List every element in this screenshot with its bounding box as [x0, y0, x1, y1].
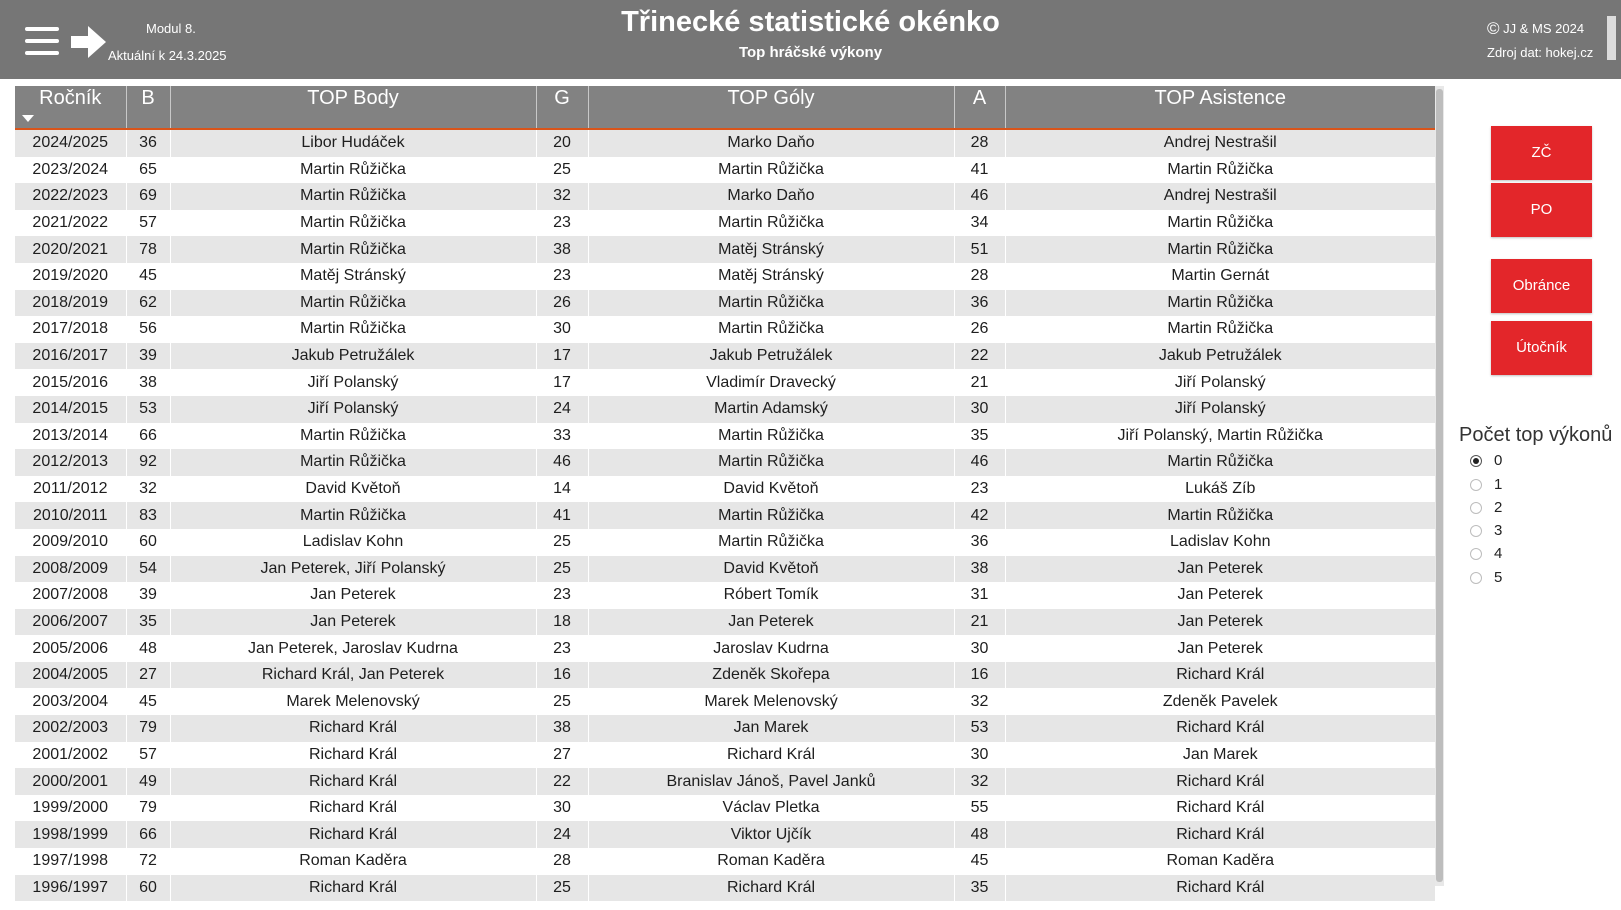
cell-top-goly: Jakub Petružálek — [588, 343, 954, 370]
cell-top-body: Martin Růžička — [170, 316, 536, 343]
cell-top-asistence: Richard Král — [1005, 768, 1435, 795]
cell-top-body: Martin Růžička — [170, 183, 536, 210]
cell-top-body: Richard Král — [170, 795, 536, 822]
cell-a: 34 — [954, 210, 1005, 237]
radio-label: 5 — [1494, 569, 1503, 586]
radio-button[interactable] — [1470, 548, 1482, 560]
cell-top-asistence: Jan Marek — [1005, 742, 1435, 769]
radio-button[interactable] — [1470, 525, 1482, 537]
cell-top-asistence: Jan Peterek — [1005, 635, 1435, 662]
column-header-top-body[interactable]: TOP Body — [170, 86, 536, 129]
cell-top-goly: Václav Pletka — [588, 795, 954, 822]
cell-b: 45 — [126, 263, 170, 290]
table-header-row — [15, 86, 1435, 129]
table-row[interactable] — [15, 290, 1435, 317]
cell-g: 32 — [536, 183, 588, 210]
cell-top-goly: Martin Adamský — [588, 396, 954, 423]
cell-b: 36 — [126, 129, 170, 157]
cell-rocnik: 2013/2014 — [15, 423, 126, 450]
table-row[interactable] — [15, 343, 1435, 370]
cell-g: 30 — [536, 316, 588, 343]
column-header-a[interactable]: A — [954, 86, 1005, 129]
cell-g: 38 — [536, 715, 588, 742]
table-row[interactable] — [15, 157, 1435, 184]
cell-b: 48 — [126, 635, 170, 662]
radio-button[interactable] — [1470, 455, 1482, 467]
table-row[interactable] — [15, 423, 1435, 450]
page-title: Třinecké statistické okénko — [621, 6, 1000, 38]
top-count-label: Počet top výkonů — [1459, 424, 1613, 446]
table-row[interactable] — [15, 529, 1435, 556]
updated-date: Aktuální k 24.3.2025 — [108, 48, 227, 63]
radio-label: 0 — [1494, 452, 1503, 469]
cell-rocnik: 2020/2021 — [15, 236, 126, 263]
cell-top-body: Roman Kaděra — [170, 848, 536, 875]
cell-b: 72 — [126, 848, 170, 875]
table-row[interactable] — [15, 476, 1435, 503]
cell-top-asistence: Andrej Nestrašil — [1005, 183, 1435, 210]
cell-g: 23 — [536, 582, 588, 609]
table-row[interactable] — [15, 263, 1435, 290]
table-row[interactable] — [15, 742, 1435, 769]
cell-top-goly: David Květoň — [588, 556, 954, 583]
cell-rocnik: 1996/1997 — [15, 875, 126, 902]
cell-g: 25 — [536, 556, 588, 583]
cell-top-goly: Martin Růžička — [588, 502, 954, 529]
cell-top-goly: Viktor Ujčík — [588, 821, 954, 848]
cell-b: 60 — [126, 875, 170, 902]
cell-b: 53 — [126, 396, 170, 423]
cell-a: 36 — [954, 290, 1005, 317]
obrance-button[interactable]: Obránce — [1491, 259, 1592, 313]
table-row[interactable] — [15, 821, 1435, 848]
cell-a: 41 — [954, 157, 1005, 184]
cell-rocnik: 2024/2025 — [15, 129, 126, 157]
cell-b: 54 — [126, 556, 170, 583]
cell-top-goly: Vladimír Dravecký — [588, 369, 954, 396]
cell-top-body: Jan Peterek — [170, 582, 536, 609]
cell-g: 14 — [536, 476, 588, 503]
cell-rocnik: 1999/2000 — [15, 795, 126, 822]
cell-g: 23 — [536, 263, 588, 290]
cell-top-asistence: Jakub Petružálek — [1005, 343, 1435, 370]
cell-rocnik: 2023/2024 — [15, 157, 126, 184]
cell-rocnik: 2001/2002 — [15, 742, 126, 769]
cell-top-asistence: Jan Peterek — [1005, 609, 1435, 636]
cell-b: 79 — [126, 795, 170, 822]
cell-top-goly: Róbert Tomík — [588, 582, 954, 609]
cell-b: 38 — [126, 369, 170, 396]
cell-rocnik: 2021/2022 — [15, 210, 126, 237]
cell-top-asistence: Jiří Polanský — [1005, 369, 1435, 396]
cell-top-body: Jan Peterek, Jiří Polanský — [170, 556, 536, 583]
cell-b: 60 — [126, 529, 170, 556]
cell-rocnik: 2005/2006 — [15, 635, 126, 662]
module-label: Modul 8. — [146, 21, 196, 36]
zc-button[interactable]: ZČ — [1491, 126, 1592, 180]
cell-g: 46 — [536, 449, 588, 476]
cell-top-body: Martin Růžička — [170, 210, 536, 237]
cell-top-goly: Martin Růžička — [588, 316, 954, 343]
cell-g: 25 — [536, 688, 588, 715]
cell-b: 39 — [126, 582, 170, 609]
radio-label: 2 — [1494, 499, 1503, 516]
table-row[interactable] — [15, 688, 1435, 715]
cell-a: 31 — [954, 582, 1005, 609]
cell-b: 45 — [126, 688, 170, 715]
cell-b: 83 — [126, 502, 170, 529]
cell-b: 49 — [126, 768, 170, 795]
cell-top-goly: Martin Růžička — [588, 210, 954, 237]
cell-top-body: Jan Peterek, Jaroslav Kudrna — [170, 635, 536, 662]
cell-rocnik: 2003/2004 — [15, 688, 126, 715]
cell-a: 23 — [954, 476, 1005, 503]
table-row[interactable] — [15, 316, 1435, 343]
cell-g: 27 — [536, 742, 588, 769]
table-row[interactable] — [15, 556, 1435, 583]
header-scrollbar[interactable] — [1607, 16, 1616, 60]
cell-rocnik: 2017/2018 — [15, 316, 126, 343]
cell-rocnik: 2018/2019 — [15, 290, 126, 317]
cell-top-asistence: Jiří Polanský, Martin Růžička — [1005, 423, 1435, 450]
cell-a: 35 — [954, 423, 1005, 450]
cell-top-goly: Jan Peterek — [588, 609, 954, 636]
cell-rocnik: 2008/2009 — [15, 556, 126, 583]
table-row[interactable] — [15, 662, 1435, 689]
cell-top-body: Martin Růžička — [170, 290, 536, 317]
cell-b: 66 — [126, 423, 170, 450]
cell-top-body: David Květoň — [170, 476, 536, 503]
cell-top-body: Richard Král, Jan Peterek — [170, 662, 536, 689]
cell-b: 35 — [126, 609, 170, 636]
column-header-top-goly[interactable]: TOP Góly — [588, 86, 954, 129]
table-row[interactable] — [15, 609, 1435, 636]
cell-top-asistence: Richard Král — [1005, 662, 1435, 689]
cell-top-goly: Roman Kaděra — [588, 848, 954, 875]
cell-rocnik: 2009/2010 — [15, 529, 126, 556]
cell-top-asistence: Martin Růžička — [1005, 290, 1435, 317]
cell-top-goly: David Květoň — [588, 476, 954, 503]
cell-rocnik: 1997/1998 — [15, 848, 126, 875]
cell-top-body: Martin Růžička — [170, 423, 536, 450]
cell-b: 65 — [126, 157, 170, 184]
cell-top-body: Jan Peterek — [170, 609, 536, 636]
cell-a: 42 — [954, 502, 1005, 529]
table-row[interactable] — [15, 715, 1435, 742]
cell-a: 48 — [954, 821, 1005, 848]
cell-top-asistence: Jan Peterek — [1005, 556, 1435, 583]
cell-top-asistence: Martin Růžička — [1005, 449, 1435, 476]
cell-top-body: Martin Růžička — [170, 157, 536, 184]
cell-top-body: Martin Růžička — [170, 502, 536, 529]
cell-b: 66 — [126, 821, 170, 848]
cell-g: 26 — [536, 290, 588, 317]
cell-rocnik: 2010/2011 — [15, 502, 126, 529]
cell-top-body: Ladislav Kohn — [170, 529, 536, 556]
cell-top-goly: Matěj Stránský — [588, 236, 954, 263]
cell-a: 21 — [954, 609, 1005, 636]
cell-top-body: Jiří Polanský — [170, 369, 536, 396]
cell-top-asistence: Zdeněk Pavelek — [1005, 688, 1435, 715]
data-source: Zdroj dat: hokej.cz — [1487, 45, 1594, 60]
cell-top-asistence: Richard Král — [1005, 875, 1435, 902]
cell-a: 28 — [954, 129, 1005, 157]
table-scrollbar[interactable] — [1435, 86, 1444, 886]
stats-table — [15, 86, 1435, 901]
table-row[interactable] — [15, 210, 1435, 237]
cell-rocnik: 2000/2001 — [15, 768, 126, 795]
cell-a: 32 — [954, 688, 1005, 715]
cell-a: 53 — [954, 715, 1005, 742]
cell-b: 57 — [126, 210, 170, 237]
cell-top-body: Richard Král — [170, 715, 536, 742]
cell-rocnik: 2012/2013 — [15, 449, 126, 476]
cell-a: 55 — [954, 795, 1005, 822]
cell-top-asistence: Roman Kaděra — [1005, 848, 1435, 875]
cell-g: 17 — [536, 369, 588, 396]
copyright-text: JJ & MS 2024 — [1503, 21, 1585, 36]
cell-top-goly: Richard Král — [588, 875, 954, 902]
cell-top-goly: Jan Marek — [588, 715, 954, 742]
cell-a: 30 — [954, 396, 1005, 423]
cell-g: 25 — [536, 157, 588, 184]
cell-top-asistence: Richard Král — [1005, 795, 1435, 822]
stats-table-container — [15, 86, 1435, 910]
radio-button[interactable] — [1470, 502, 1482, 514]
table-row[interactable] — [15, 795, 1435, 822]
cell-b: 62 — [126, 290, 170, 317]
cell-top-body: Jiří Polanský — [170, 396, 536, 423]
cell-a: 46 — [954, 449, 1005, 476]
cell-top-goly: Jaroslav Kudrna — [588, 635, 954, 662]
cell-top-body: Matěj Stránský — [170, 263, 536, 290]
cell-top-body: Libor Hudáček — [170, 129, 536, 157]
table-row[interactable] — [15, 768, 1435, 795]
cell-a: 36 — [954, 529, 1005, 556]
cell-top-goly: Marko Daňo — [588, 183, 954, 210]
table-row[interactable] — [15, 848, 1435, 875]
cell-top-body: Marek Melenovský — [170, 688, 536, 715]
cell-top-goly: Martin Růžička — [588, 529, 954, 556]
table-row[interactable] — [15, 236, 1435, 263]
cell-rocnik: 1998/1999 — [15, 821, 126, 848]
column-header-g[interactable]: G — [536, 86, 588, 129]
cell-g: 17 — [536, 343, 588, 370]
cell-top-asistence: Martin Růžička — [1005, 157, 1435, 184]
cell-top-body: Richard Král — [170, 742, 536, 769]
radio-button[interactable] — [1470, 479, 1482, 491]
cell-top-asistence: Jan Peterek — [1005, 582, 1435, 609]
column-header-top-asistence[interactable]: TOP Asistence — [1005, 86, 1435, 129]
cell-g: 33 — [536, 423, 588, 450]
scrollbar-thumb[interactable] — [1436, 89, 1443, 882]
cell-a: 38 — [954, 556, 1005, 583]
cell-a: 16 — [954, 662, 1005, 689]
cell-g: 25 — [536, 875, 588, 902]
cell-top-goly: Zdeněk Skořepa — [588, 662, 954, 689]
cell-b: 39 — [126, 343, 170, 370]
table-row[interactable] — [15, 875, 1435, 902]
cell-b: 69 — [126, 183, 170, 210]
cell-b: 56 — [126, 316, 170, 343]
cell-top-body: Richard Král — [170, 821, 536, 848]
cell-top-asistence: Ladislav Kohn — [1005, 529, 1435, 556]
header-bar — [0, 0, 1621, 79]
cell-a: 30 — [954, 742, 1005, 769]
cell-a: 32 — [954, 768, 1005, 795]
cell-b: 32 — [126, 476, 170, 503]
cell-top-asistence: Martin Růžička — [1005, 316, 1435, 343]
page-subtitle: Top hráčské výkony — [738, 44, 883, 61]
cell-b: 79 — [126, 715, 170, 742]
table-row[interactable] — [15, 502, 1435, 529]
cell-top-body: Jakub Petružálek — [170, 343, 536, 370]
cell-g: 24 — [536, 396, 588, 423]
cell-a: 21 — [954, 369, 1005, 396]
cell-rocnik: 2016/2017 — [15, 343, 126, 370]
cell-g: 18 — [536, 609, 588, 636]
cell-top-goly: Martin Růžička — [588, 157, 954, 184]
cell-rocnik: 2011/2012 — [15, 476, 126, 503]
cell-top-goly: Richard Král — [588, 742, 954, 769]
cell-g: 41 — [536, 502, 588, 529]
cell-a: 28 — [954, 263, 1005, 290]
cell-top-body: Martin Růžička — [170, 236, 536, 263]
cell-top-body: Richard Král — [170, 768, 536, 795]
cell-top-asistence: Martin Růžička — [1005, 236, 1435, 263]
cell-rocnik: 2014/2015 — [15, 396, 126, 423]
cell-a: 26 — [954, 316, 1005, 343]
cell-rocnik: 2019/2020 — [15, 263, 126, 290]
cell-b: 78 — [126, 236, 170, 263]
cell-top-asistence: Andrej Nestrašil — [1005, 129, 1435, 157]
column-header-rocnik[interactable]: Ročník — [15, 86, 126, 129]
cell-b: 57 — [126, 742, 170, 769]
utocnik-button[interactable]: Útočník — [1491, 321, 1592, 375]
cell-b: 92 — [126, 449, 170, 476]
cell-rocnik: 2022/2023 — [15, 183, 126, 210]
cell-g: 23 — [536, 210, 588, 237]
cell-rocnik: 2007/2008 — [15, 582, 126, 609]
po-button[interactable]: PO — [1491, 183, 1592, 237]
cell-top-goly: Marko Daňo — [588, 129, 954, 157]
cell-top-body: Martin Růžička — [170, 449, 536, 476]
table-row[interactable] — [15, 369, 1435, 396]
cell-top-body: Richard Král — [170, 875, 536, 902]
radio-label: 3 — [1494, 522, 1503, 539]
cell-top-goly: Matěj Stránský — [588, 263, 954, 290]
table-row[interactable] — [15, 396, 1435, 423]
cell-top-asistence: Richard Král — [1005, 715, 1435, 742]
cell-g: 22 — [536, 768, 588, 795]
cell-g: 20 — [536, 129, 588, 157]
cell-g: 38 — [536, 236, 588, 263]
cell-top-goly: Martin Růžička — [588, 290, 954, 317]
cell-a: 51 — [954, 236, 1005, 263]
cell-g: 28 — [536, 848, 588, 875]
cell-g: 24 — [536, 821, 588, 848]
cell-rocnik: 2002/2003 — [15, 715, 126, 742]
table-row[interactable] — [15, 129, 1435, 157]
radio-button[interactable] — [1470, 572, 1482, 584]
cell-top-goly: Marek Melenovský — [588, 688, 954, 715]
cell-top-asistence: Lukáš Zíb — [1005, 476, 1435, 503]
copyright — [1487, 19, 1584, 39]
cell-top-goly: Martin Růžička — [588, 449, 954, 476]
table-row[interactable] — [15, 183, 1435, 210]
table-row[interactable] — [15, 635, 1435, 662]
cell-a: 22 — [954, 343, 1005, 370]
cell-top-asistence: Martin Růžička — [1005, 502, 1435, 529]
cell-g: 23 — [536, 635, 588, 662]
cell-top-goly: Branislav Jánoš, Pavel Janků — [588, 768, 954, 795]
cell-top-asistence: Richard Král — [1005, 821, 1435, 848]
cell-a: 46 — [954, 183, 1005, 210]
radio-label: 1 — [1494, 476, 1503, 493]
cell-g: 25 — [536, 529, 588, 556]
cell-a: 35 — [954, 875, 1005, 902]
cell-a: 45 — [954, 848, 1005, 875]
cell-g: 30 — [536, 795, 588, 822]
cell-top-asistence: Martin Růžička — [1005, 210, 1435, 237]
cell-a: 30 — [954, 635, 1005, 662]
copyright-icon: © — [1487, 19, 1500, 38]
radio-label: 4 — [1494, 545, 1503, 562]
cell-top-goly: Martin Růžička — [588, 423, 954, 450]
sort-down-icon[interactable] — [22, 115, 34, 122]
cell-rocnik: 2004/2005 — [15, 662, 126, 689]
cell-top-asistence: Jiří Polanský — [1005, 396, 1435, 423]
cell-rocnik: 2015/2016 — [15, 369, 126, 396]
table-row[interactable] — [15, 449, 1435, 476]
cell-g: 16 — [536, 662, 588, 689]
column-header-b[interactable]: B — [126, 86, 170, 129]
cell-b: 27 — [126, 662, 170, 689]
table-row[interactable] — [15, 582, 1435, 609]
cell-rocnik: 2006/2007 — [15, 609, 126, 636]
cell-top-asistence: Martin Gernát — [1005, 263, 1435, 290]
